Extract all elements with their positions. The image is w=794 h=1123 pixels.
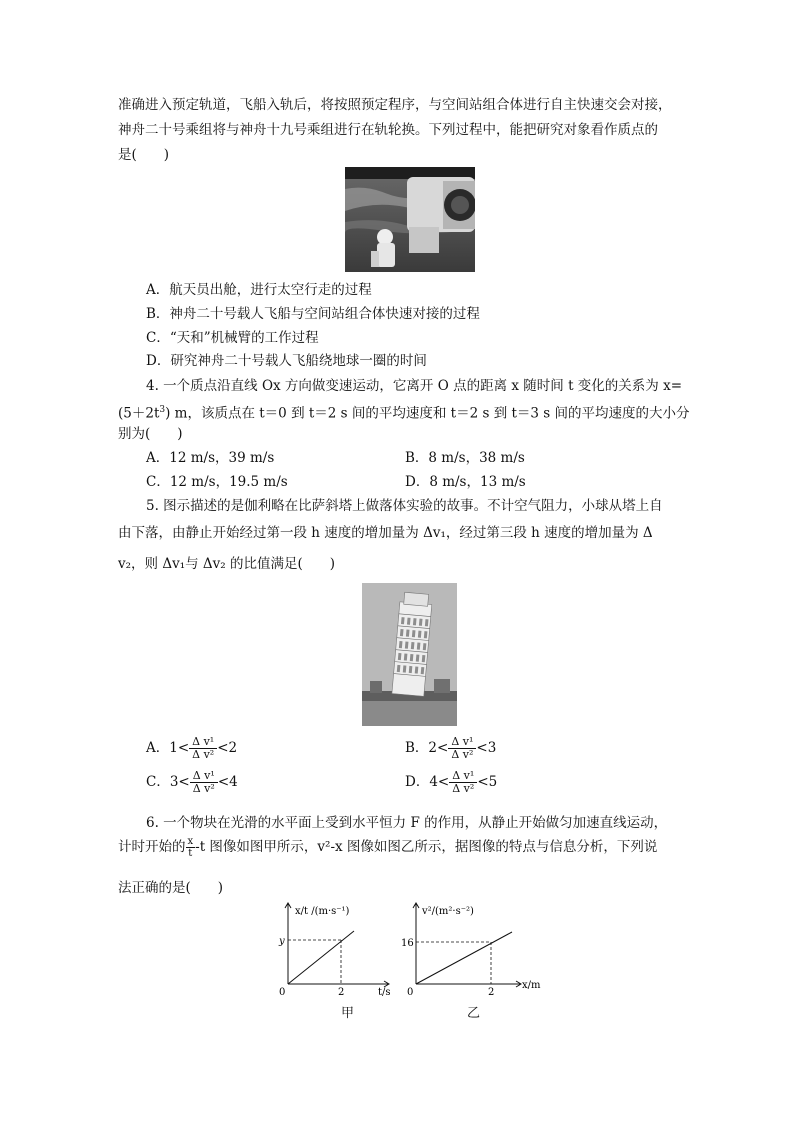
- q5-line-2: 由下落，由静止开始经过第一段 h 速度的增加量为 Δv₁，经过第三段 h 速度的增加量为 Δ: [118, 525, 653, 541]
- q4-option-a: A．12 m/s，39 m/s: [146, 450, 275, 466]
- graph-yi: [396, 898, 546, 998]
- q4-line-1: 4. 一个质点沿直线 Ox 方向做变速运动，它离开 O 点的距离 x 随时间 t 变化的关系为 x=: [146, 378, 683, 394]
- graph-jia: [268, 898, 398, 998]
- graph-yi-origin: 0: [407, 987, 414, 998]
- q4-line-2: $(5+2t^3)$ m，该质点在 t＝0 到 t＝2 s 间的平均速度和 t＝2 s 到 t＝3 s 间的平均速度的大小分: [118, 405, 690, 422]
- q5-line-1: 5. 图示描述的是伽利略在比萨斜塔上做落体实验的故事。不计空气阻力，小球从塔上自: [146, 498, 663, 514]
- q4-option-b: B．8 m/s，38 m/s: [405, 450, 525, 466]
- graph-jia-ylabel: x/t /(m·s⁻¹): [295, 906, 350, 917]
- q4-line-3: 别为( ): [118, 426, 183, 442]
- graph-jia-ytick: y: [279, 936, 285, 947]
- intro-line-2: 神舟二十号乘组将与神舟十九号乘组进行在轨轮换。下列过程中，能把研究对象看作质点的: [118, 122, 658, 138]
- intro-line-1: 准确进入预定轨道，飞船入轨后，将按照预定程序，与空间站组合体进行自主快速交会对接，: [118, 97, 672, 113]
- graph-yi-ylabel: v²/(m²·s⁻²): [422, 906, 474, 917]
- q6-line-3: 法正确的是( ): [118, 880, 224, 896]
- graph-yi-caption: 乙: [467, 1006, 481, 1021]
- q4-option-d: D．8 m/s，13 m/s: [405, 474, 526, 490]
- q5-option-d: D．4< $\frac{\text{Δ v¹}}{\text{Δ v²}}$ <5: [405, 769, 498, 795]
- intro-line-3: 是( ): [118, 147, 170, 163]
- q5-option-a: A．1< $\frac{\text{Δ v¹}}{\text{Δ v²}}$ <2: [146, 735, 238, 761]
- graph-jia-line: [288, 931, 354, 984]
- graph-jia-origin: 0: [279, 987, 286, 998]
- q5-line-3: v₂，则 Δv₁与 Δv₂ 的比值满足( ): [118, 556, 336, 572]
- graph-yi-xtick: 2: [488, 987, 495, 998]
- graph-jia-xlabel: t/s: [378, 987, 391, 998]
- q3-option-b: B．神舟二十号载人飞船与空间站组合体快速对接的过程: [146, 306, 480, 322]
- graph-yi-ytick: 16: [401, 938, 414, 949]
- leaning-tower-photo: [362, 583, 457, 726]
- astronaut-photo: [345, 167, 475, 272]
- q5-option-c: C．3< $\frac{\text{Δ v¹}}{\text{Δ v²}}$ <4: [146, 769, 238, 795]
- graph-jia-caption: 甲: [341, 1006, 355, 1021]
- graph-yi-line: [416, 932, 512, 984]
- q6-line-1: 6. 一个物块在光滑的水平面上受到水平恒力 F 的作用，从静止开始做匀加速直线运动，: [146, 815, 668, 831]
- q6-line-2: 计时开始的 $\frac{x}{t}$ -t 图像如图甲所示，v²-x 图像如图乙所示，据图像的特点与信息分析，下列说: [118, 836, 658, 859]
- q5-option-b: B．2< $\frac{\text{Δ v¹}}{\text{Δ v²}}$ <3: [405, 735, 497, 761]
- q3-option-d: D．研究神舟二十号载人飞船绕地球一圈的时间: [146, 353, 427, 369]
- q4-option-c: C．12 m/s，19.5 m/s: [146, 474, 288, 490]
- graph-jia-xtick: 2: [338, 987, 345, 998]
- q3-option-c: C．“天和”机械臂的工作过程: [146, 330, 319, 346]
- q3-option-a: A．航天员出舱，进行太空行走的过程: [146, 282, 372, 298]
- graph-yi-xlabel: x/m: [522, 980, 541, 991]
